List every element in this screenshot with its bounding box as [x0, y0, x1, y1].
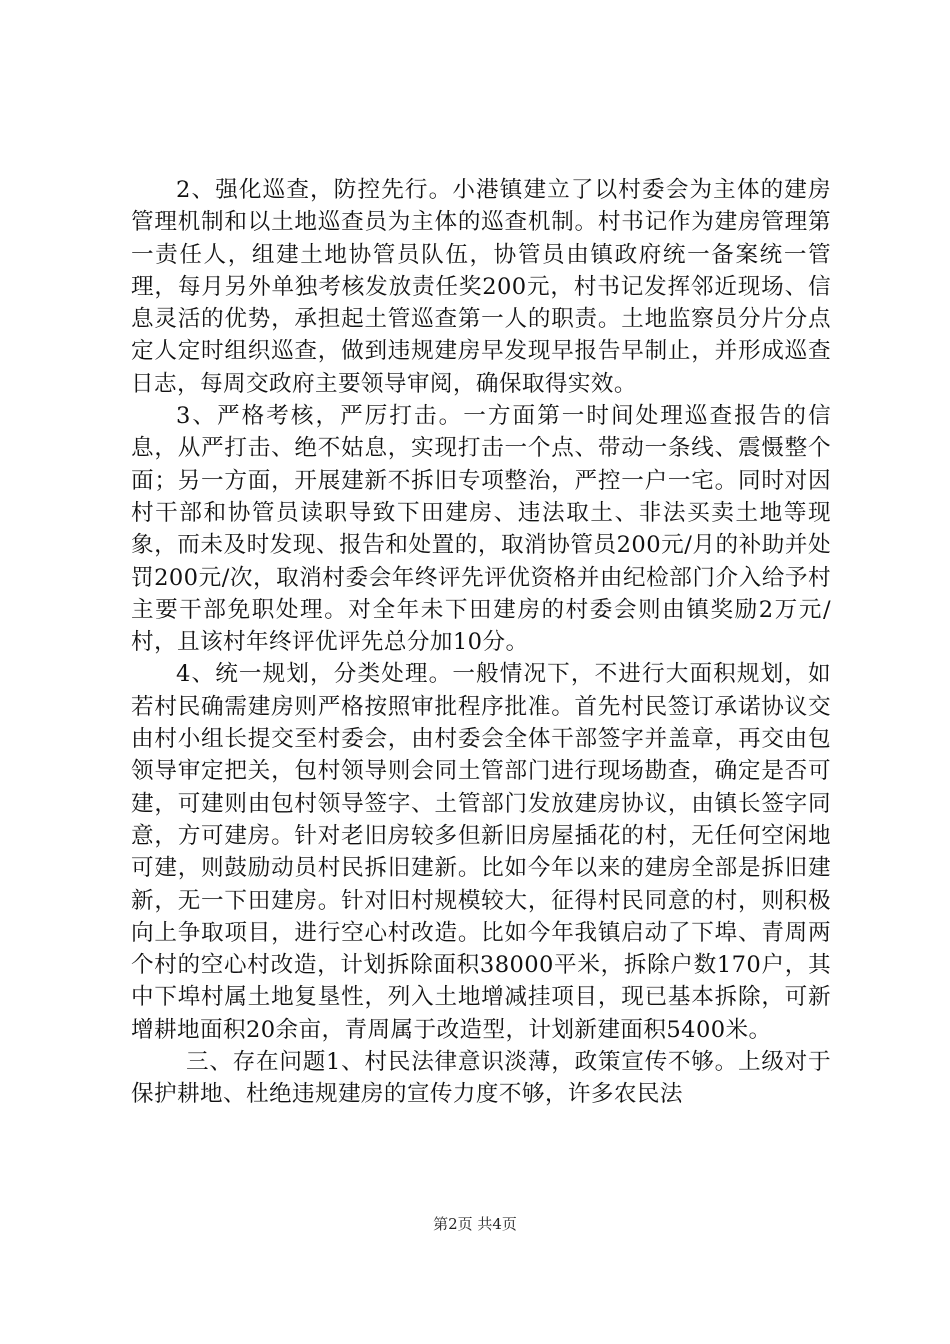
paragraph-existing-problems: 三、存在问题1、村民法律意识淡薄，政策宣传不够。上级对于保护耕地、杜绝违规建房的宣传力度不够，许多农民法: [131, 1049, 831, 1108]
page-number-footer: 第2页 共4页: [433, 1215, 517, 1233]
paragraph-unified-planning: 4、统一规划，分类处理。一般情况下，不进行大面积规划，如若村民确需建房则严格按照审批程序批准。首先村民签订承诺协议交由村小组长提交至村委会，由村委会全体干部签字并盖章，再交由包领导审定把关，包村领导则会同土管部门进行现场勘查，确定是否可建，可建则由包村领导签字、土管部门发放建房协议，由镇长签字同意，方可建房。针对老旧房较多但新旧房屋插花的村，无任何空闲地可建，则鼓励动员村民拆旧建新。比如今年以来的建房全部是拆旧建新，无一下田建房。针对旧村规模较大，征得村民同意的村，则积极向上争取项目，进行空心村改造。比如今年我镇启动了下埠、青周两个村的空心村改造，计划拆除面积38000平米，拆除户数170户，其中下埠村属土地复垦性，列入土地增减挂项目，现已基本拆除，可新增耕地面积20余亩，青周属于改造型，计划新建面积5400米。: [131, 661, 831, 1043]
paragraph-strict-assessment: 3、严格考核，严厉打击。一方面第一时间处理巡查报告的信息，从严打击、绝不姑息，实现打击一个点、带动一条线、震慑整个面；另一方面，开展建新不拆旧专项整治，严控一户一宅。同时对因村干部和协管员读职导致下田建房、违法取土、非法买卖土地等现象，而未及时发现、报告和处置的，取消协管员200元/月的补助并处罚200元/次，取消村委会年终评先评优资格并由纪检部门介入给予村主要干部免职处理。对全年未下田建房的村委会则由镇奖励2万元/村，且该村年终评优评先总分加10分。: [131, 403, 831, 656]
document-body: [131, 174, 831, 1111]
paragraph-strengthen-patrol: 2、强化巡查，防控先行。小港镇建立了以村委会为主体的建房管理机制和以土地巡查员为主体的巡查机制。村书记作为建房管理第一责任人，组建土地协管员队伍，协管员由镇政府统一备案统一管理，每月另外单独考核发放责任奖200元，村书记发挥邻近现场、信息灵活的优势，承担起土管巡查第一人的职责。土地监察员分片分点定人定时组织巡查，做到违规建房早发现早报告早制止，并形成巡查日志，每周交政府主要领导审阅，确保取得实效。: [131, 177, 831, 397]
